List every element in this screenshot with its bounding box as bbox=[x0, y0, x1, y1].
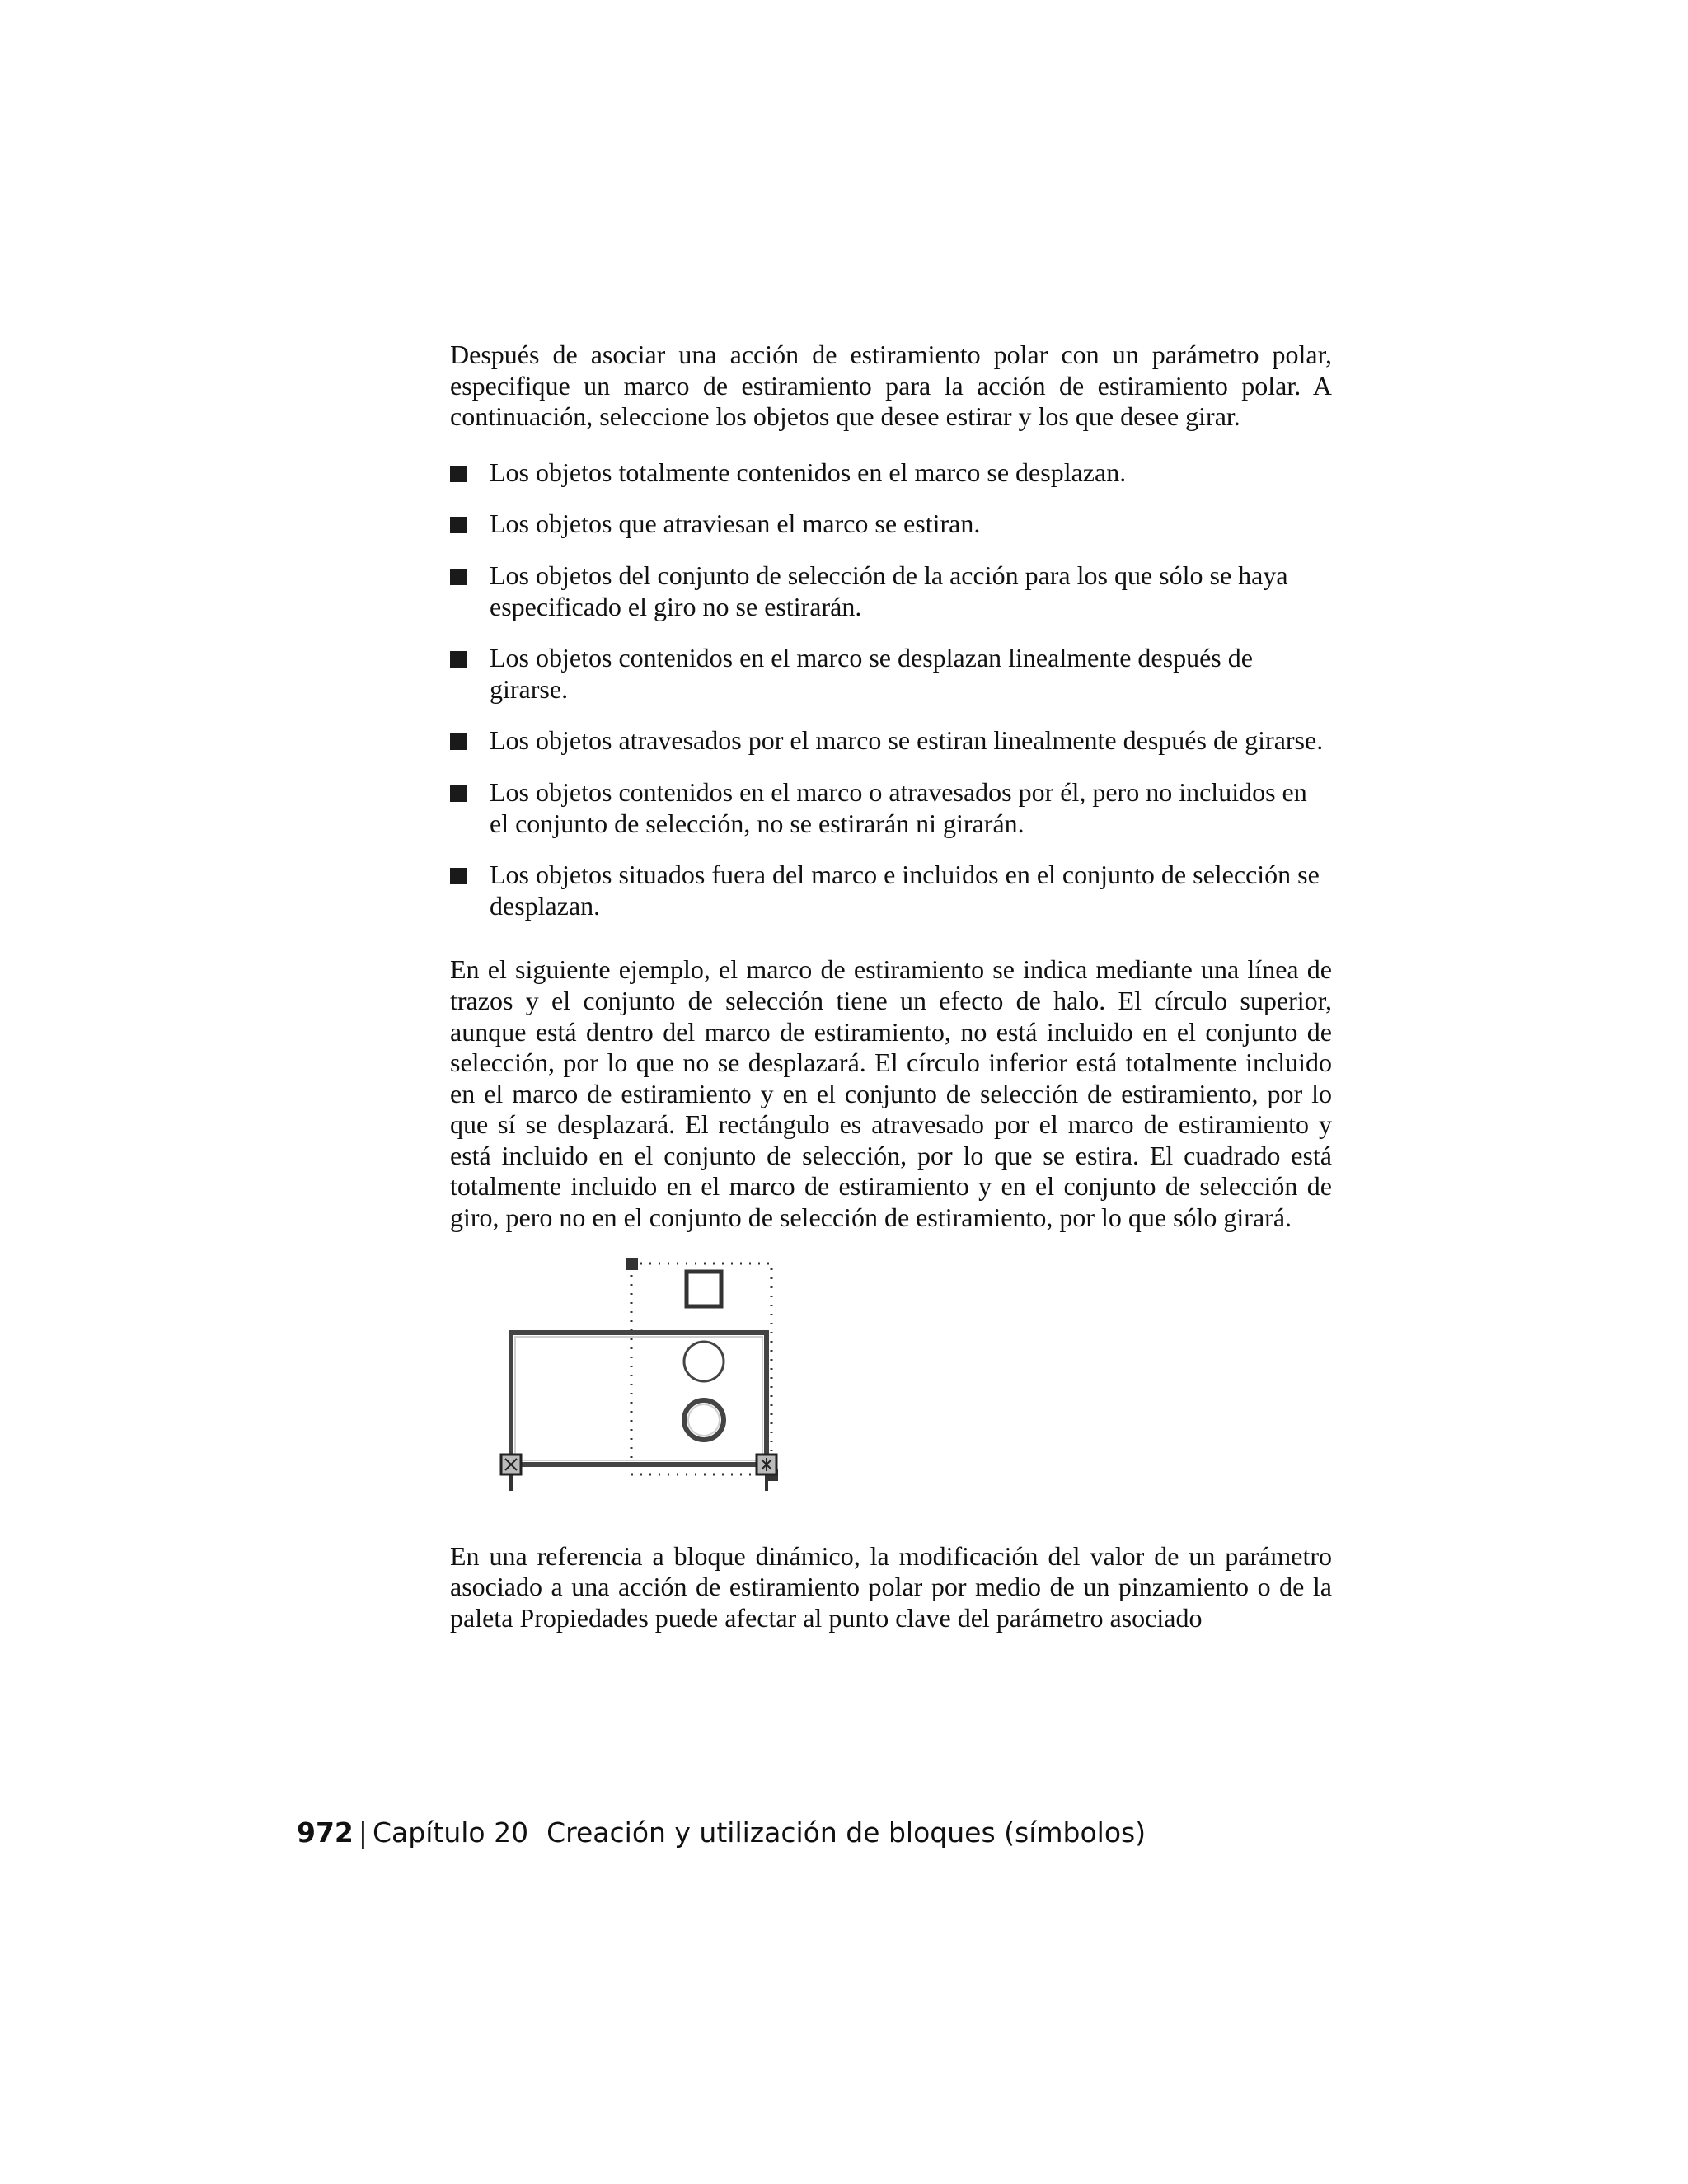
list-item-text: Los objetos atravesados por el marco se estiran linealmente después de girarse. bbox=[490, 725, 1324, 756]
list-item bbox=[450, 725, 1332, 757]
list-item bbox=[450, 457, 1332, 489]
list-item-text: Los objetos situados fuera del marco e incluidos en el conjunto de selección se desplazan. bbox=[490, 860, 1320, 921]
list-item bbox=[450, 777, 1332, 839]
square-bullet-icon bbox=[450, 651, 467, 668]
page-footer bbox=[297, 1816, 1146, 1849]
polar-stretch-figure bbox=[450, 1257, 1332, 1516]
list-item-text: Los objetos totalmente contenidos en el marco se desplazan. bbox=[490, 457, 1127, 487]
list-item-text: Los objetos contenidos en el marco o atravesados por él, pero no incluidos en el conjunto de selección, no se estirarán ni girarán. bbox=[490, 776, 1307, 838]
list-item bbox=[450, 643, 1332, 705]
frame-corner-grip-icon bbox=[626, 1258, 638, 1270]
lower-circle bbox=[684, 1400, 724, 1440]
square-bullet-icon bbox=[450, 785, 467, 802]
list-item-text: Los objetos contenidos en el marco se desplazan linealmente después de girarse. bbox=[490, 643, 1253, 704]
x-grip-icon bbox=[501, 1455, 521, 1474]
bullet-list bbox=[450, 457, 1332, 922]
closing-paragraph: En una referencia a bloque dinámico, la modificación del valor de un parámetro asociado a una acción de estiramiento polar por medio de un pinzamiento o de la paleta Propiedades puede afectar al punto clave del parámetro asociado bbox=[450, 1540, 1332, 1633]
square-bullet-icon bbox=[450, 466, 467, 482]
rectangle-halo bbox=[515, 1337, 762, 1460]
square-object bbox=[687, 1272, 721, 1306]
square-bullet-icon bbox=[450, 517, 467, 533]
square-bullet-icon bbox=[450, 569, 467, 585]
square-bullet-icon bbox=[450, 733, 467, 750]
cross-grip-icon bbox=[757, 1455, 776, 1474]
rectangle-object bbox=[511, 1333, 767, 1465]
chapter-title: Creación y utilización de bloques (símbolos) bbox=[546, 1816, 1146, 1849]
upper-circle bbox=[684, 1342, 724, 1381]
page-content bbox=[450, 340, 1332, 1633]
list-item-text: Los objetos del conjunto de selección de la acción para los que sólo se haya especificado el giro no se estirarán. bbox=[490, 560, 1288, 621]
polar-stretch-diagram bbox=[491, 1257, 796, 1516]
example-paragraph: En el siguiente ejemplo, el marco de estiramiento se indica mediante una línea de trazos y el conjunto de selección tiene un efecto de halo. El círculo superior, aunque está dentro del marco de estiramiento, no está incluido en el conjunto de selección, por lo que no se desplazará. El círculo inferior está totalmente incluido en el marco de estiramiento y en el conjunto de selección de estiramiento, por lo que sí se desplazará. El rectángulo es atravesado por el marco de estiramiento y está incluido en el conjunto de selección, por lo que se estira. El cuadrado está totalmente incluido en el marco de estiramiento y en el conjunto de selección de giro, pero no en el conjunto de selección de estiramiento, por lo que sólo girará. bbox=[450, 954, 1332, 1233]
list-item bbox=[450, 860, 1332, 921]
list-item bbox=[450, 560, 1332, 622]
list-item-text: Los objetos que atraviesan el marco se estiran. bbox=[490, 509, 981, 539]
lower-circle-halo bbox=[688, 1404, 720, 1436]
page-number: 972 bbox=[297, 1816, 354, 1849]
footer-separator: | bbox=[358, 1816, 368, 1849]
list-item bbox=[450, 509, 1332, 540]
stretch-frame bbox=[631, 1263, 771, 1474]
intro-paragraph: Después de asociar una acción de estiramiento polar con un parámetro polar, especifique un marco de estiramiento para la acción de estiramiento polar. A continuación, seleccione los objetos que desee estirar y los que desee girar. bbox=[450, 340, 1332, 432]
chapter-label: Capítulo 20 bbox=[373, 1816, 529, 1849]
square-bullet-icon bbox=[450, 868, 467, 884]
